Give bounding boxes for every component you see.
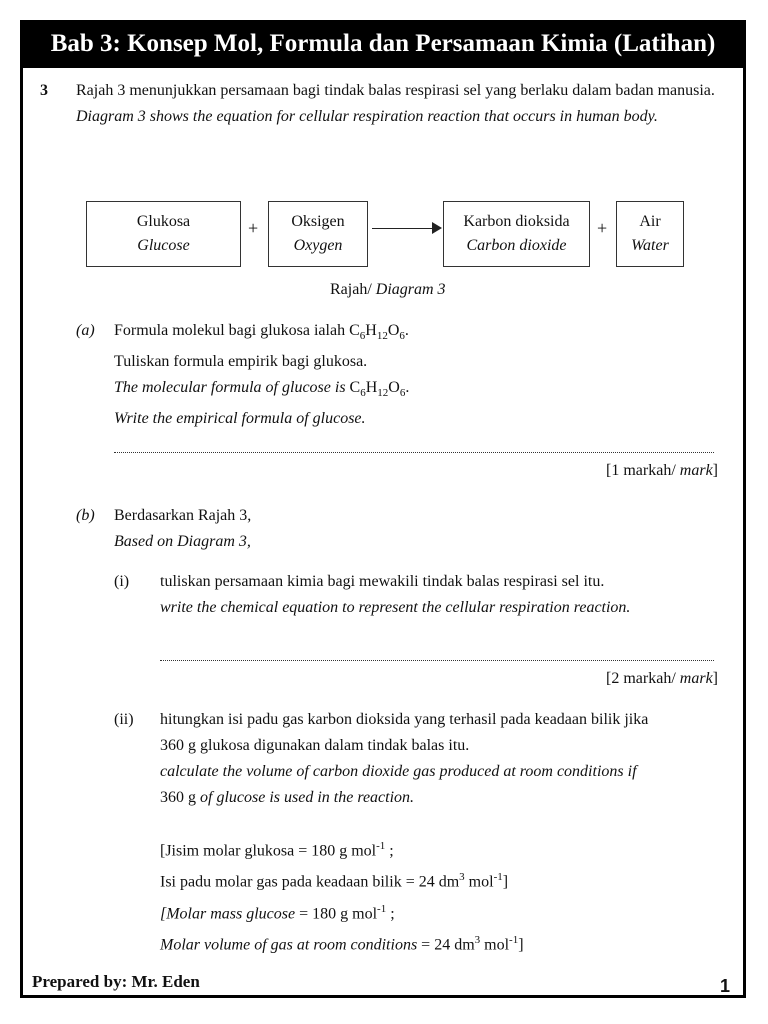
given-sup: -1 [377,902,387,915]
diagram-box-glucose [86,201,241,267]
answer-line-b-i[interactable] [160,660,714,661]
glucose-formula [349,379,410,400]
answer-line-a[interactable] [114,452,714,453]
question-intro [76,78,722,130]
diagram-box-oxygen [268,201,368,267]
part-a-line4: Write the empirical formula of glucose. [114,410,366,428]
given-sup: 3 [474,933,481,946]
given-text: ; [385,842,394,860]
mark-a [606,462,718,480]
line-text: Formula molekul bagi glukosa ialah [114,322,350,339]
given-sup: -1 [509,933,519,946]
part-b-ii-label: (ii) [114,711,134,728]
part-b-i-en: write the chemical equation to represent the cellular respiration reaction. [160,599,631,616]
oxygen-label-en: Oxygen [293,237,343,254]
given-line-2 [160,864,730,895]
given-sup: -1 [376,840,386,852]
given-sup: 3 [459,871,465,884]
mark-text: [1 markah/ [606,462,680,479]
formula-c: C [349,379,361,397]
given-text: = 24 dm [417,936,475,954]
given-data [160,833,730,958]
mark-close: ] [712,462,718,479]
glucose-label-en: Glucose [137,237,190,254]
given-line-4 [160,927,730,958]
given-sup: -1 [493,871,503,884]
plus-sign: + [248,218,259,238]
mark-b-i [606,670,718,688]
line-text: 360 g [160,789,200,806]
part-b-i-label: (i) [114,573,130,590]
water-label-ms: Air [639,213,661,230]
part-a-line2: Tuliskan formula empirik bagi glukosa. [114,353,368,371]
diagram-caption [330,277,446,303]
part-b-text [114,503,251,555]
formula-h: H [365,379,378,397]
co2-label-ms: Karbon dioksida [463,213,570,230]
page-number: 1 [719,976,730,996]
given-text: mol [480,936,510,954]
given-line-3 [160,896,730,927]
line-text: The molecular formula of glucose is [114,379,350,397]
part-a-text [114,318,724,432]
mark-text-en: mark [679,670,713,687]
part-b-ii-en-2 [160,785,730,811]
part-b-ii-en-1: calculate the volume of carbon dioxide gas produced at room conditions if [160,763,637,780]
formula-o-sub: 6 [399,330,405,343]
part-b-i-ms: tuliskan persamaan kimia bagi mewakili tindak balas respirasi sel itu. [160,573,605,590]
plus-sign: + [597,218,608,238]
formula-c-sub: 6 [359,330,366,343]
part-b-ii-ms-1: hitungkan isi padu gas karbon dioksida yang terhasil pada keadaan bilik jika [160,711,649,728]
caption-en: Diagram 3 [375,281,446,298]
part-b-ii-text [160,707,730,811]
given-text: ; [386,904,395,922]
part-b-i-text [160,569,730,621]
formula-h-sub: 12 [377,387,389,400]
prepared-by: Prepared by: Mr. Eden [32,972,200,991]
line-text-it: of glucose is used in the reaction. [200,789,415,806]
formula-end: . [404,322,409,339]
given-text: = 180 g mol [295,904,378,922]
given-text-it: Molar volume of gas at room conditions [160,936,418,954]
formula-c: C [349,322,360,339]
reaction-arrow-icon [432,222,442,234]
part-b-line2: Based on Diagram 3, [114,533,251,550]
part-a-label: (a) [76,322,95,339]
formula-c-sub: 6 [360,387,366,400]
formula-o: O [388,379,400,397]
diagram-box-carbon-dioxide [443,201,590,267]
intro-malay: Rajah 3 menunjukkan persamaan bagi tindak balas respirasi sel yang berlaku dalam badan manusia. [76,82,715,99]
given-text: ] [518,936,524,954]
glucose-formula [349,322,409,343]
formula-o: O [387,322,400,339]
part-a-line1 [114,318,724,349]
part-b-ii-ms-2: 360 g glukosa digunakan dalam tindak balas itu. [160,737,470,754]
given-text-it: [Molar mass glucose [160,904,296,922]
diagram-box-water [616,201,684,267]
formula-o-sub: 6 [399,387,406,400]
caption-ms: Rajah/ [330,281,372,298]
co2-label-en: Carbon dioxide [466,237,567,254]
part-a-line3 [114,375,724,406]
reaction-arrow-line [372,228,434,229]
mark-text-en: mark [679,462,713,479]
given-line-1 [160,833,730,864]
given-text: [Jisim molar glukosa = 180 g mol [160,842,377,860]
given-text: mol [464,873,494,891]
page-title: Bab 3: Konsep Mol, Formula dan Persamaan Kimia (Latihan) [20,20,746,68]
part-b-line1: Berdasarkan Rajah 3, [114,507,252,524]
mark-text: [2 markah/ [606,670,680,687]
intro-english: Diagram 3 shows the equation for cellular respiration reaction that occurs in human body. [76,108,658,125]
formula-end: . [405,379,410,397]
question-number: 3 [40,82,48,99]
part-b-label: (b) [76,507,95,524]
given-text: ] [502,873,509,891]
water-label-en: Water [631,237,669,254]
given-text: Isi padu molar gas pada keadaan bilik = 24 dm [160,873,460,891]
formula-h-sub: 12 [376,330,388,343]
glucose-label-ms: Glukosa [136,213,191,230]
formula-h: H [365,322,377,339]
oxygen-label-ms: Oksigen [291,213,345,230]
mark-close: ] [712,670,718,687]
